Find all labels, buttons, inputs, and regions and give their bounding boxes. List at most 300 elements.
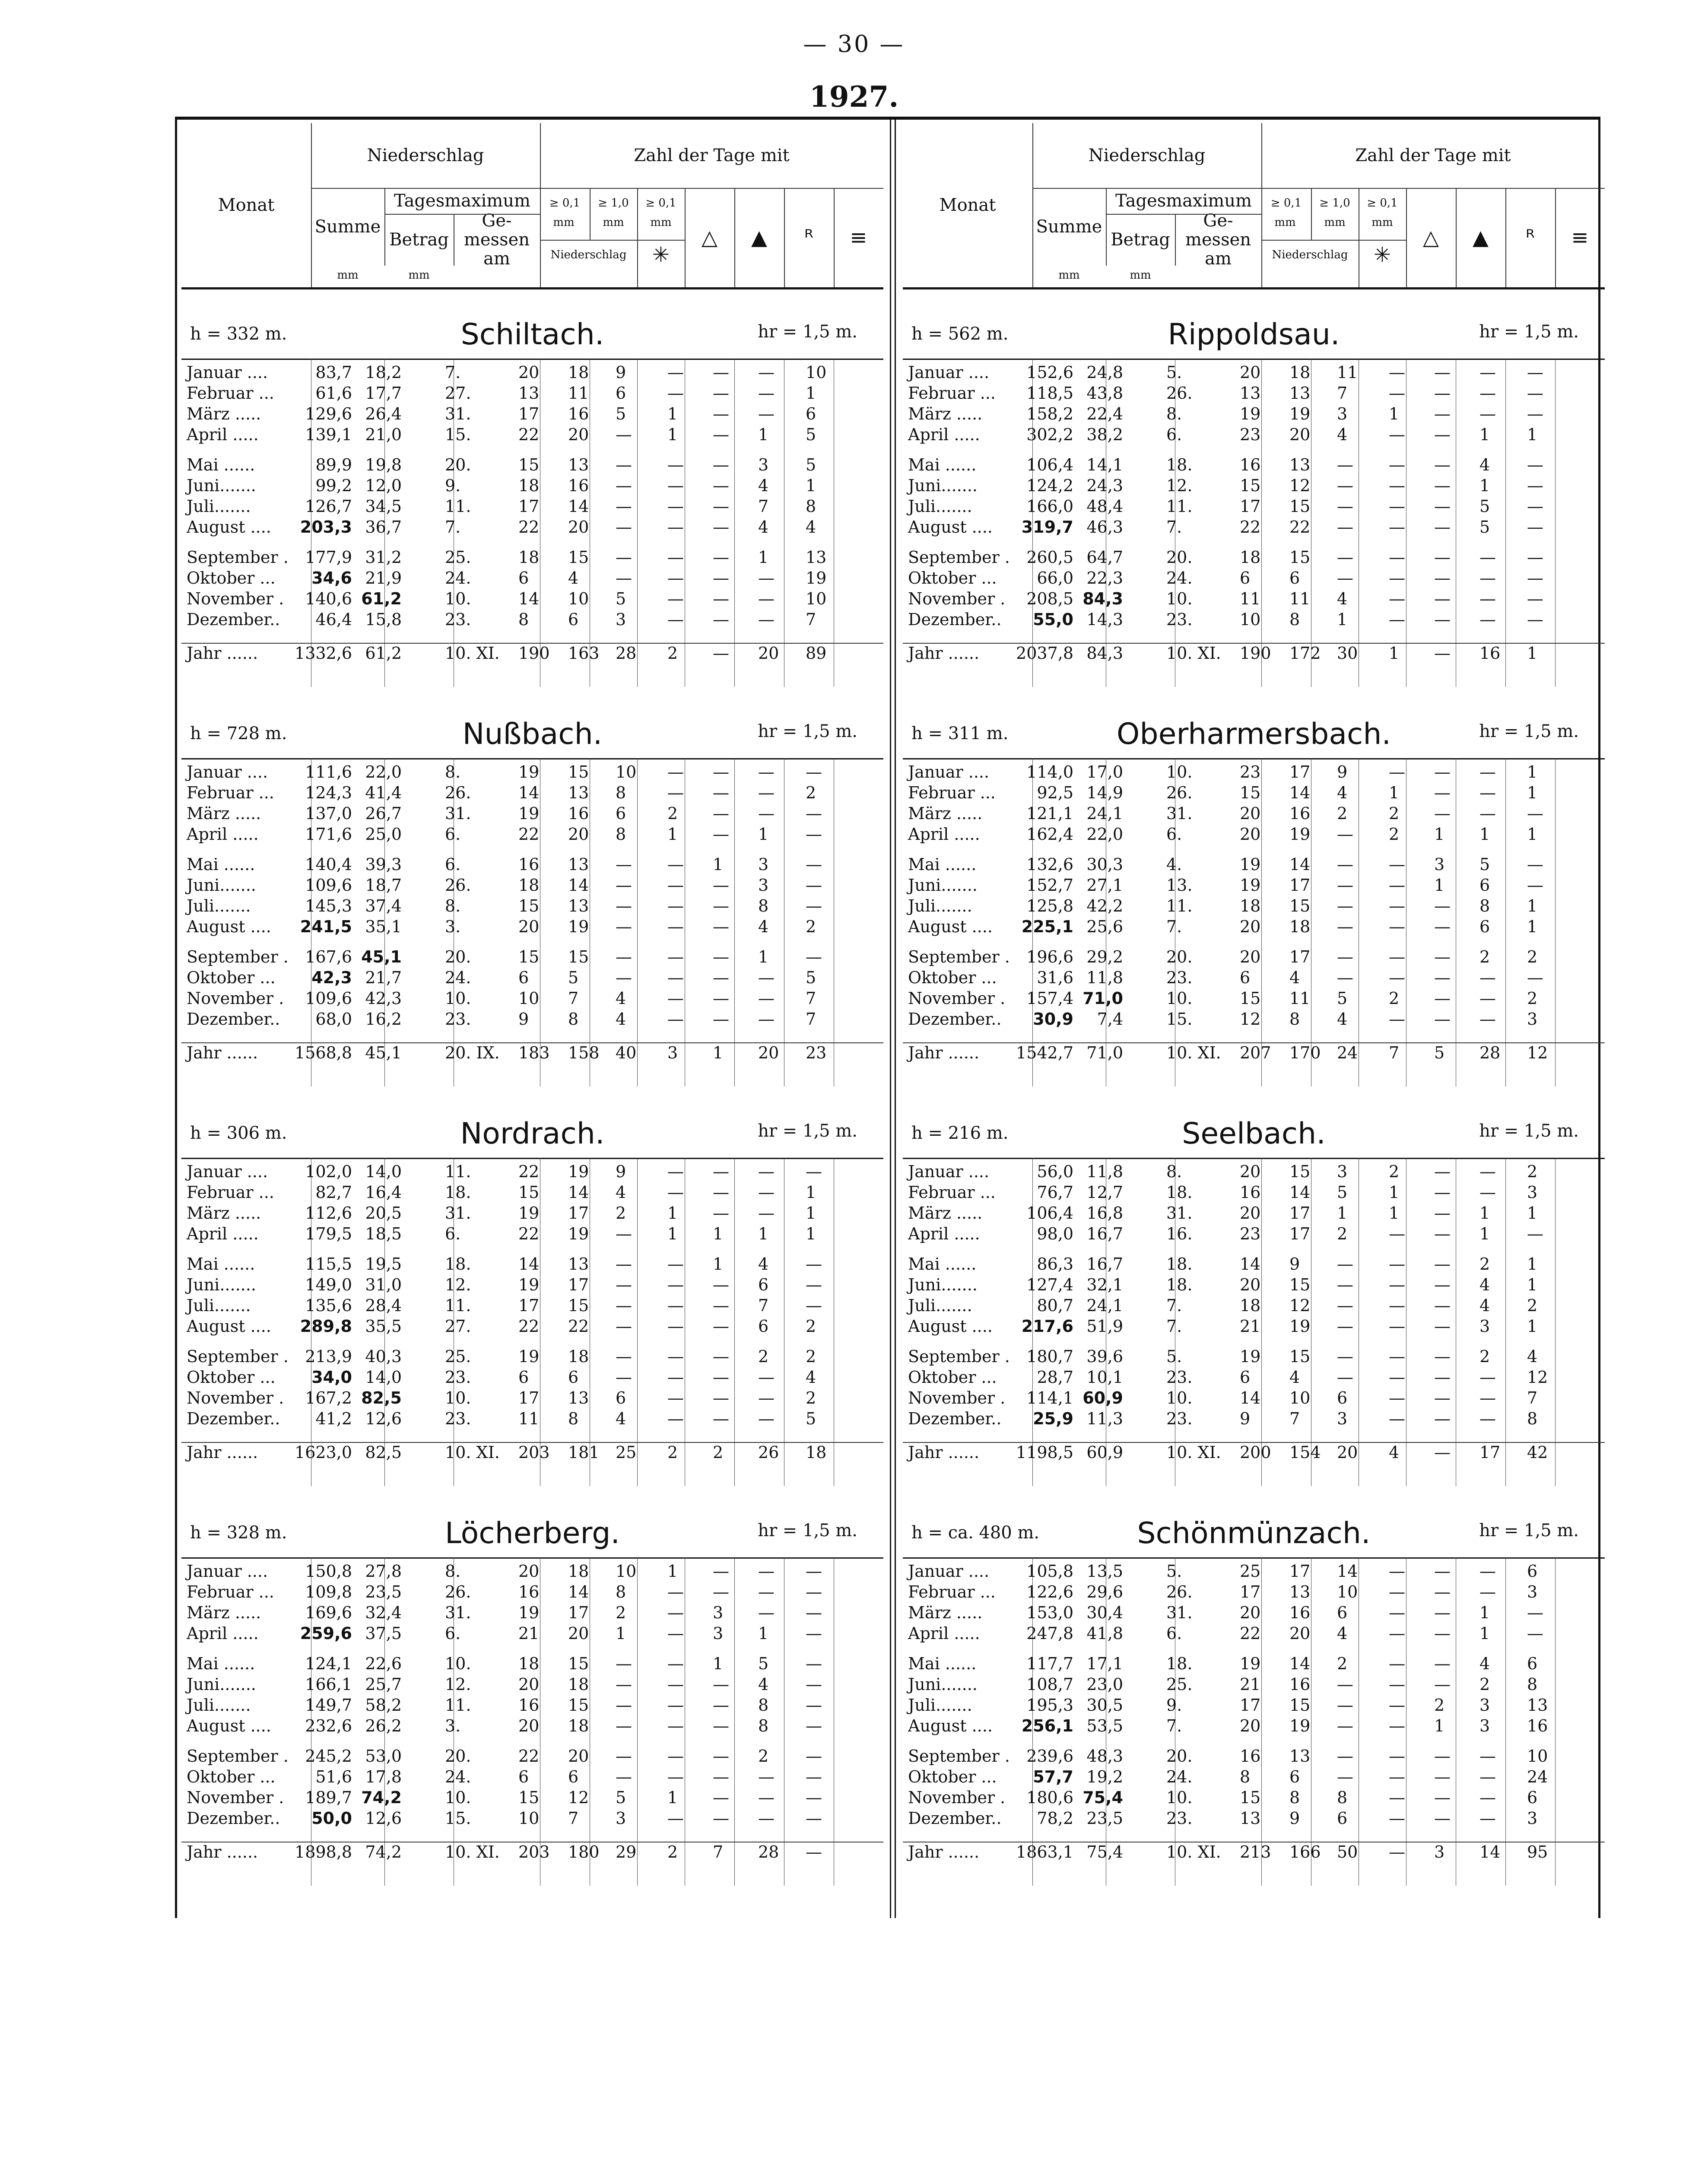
days-01-cell: 200 — [1240, 1443, 1271, 1462]
hail-cell: — — [1389, 548, 1405, 567]
hail-cell: — — [1389, 1388, 1405, 1407]
sum-cell: 99,2 — [315, 476, 352, 495]
fog-cell: 24 — [1527, 1767, 1548, 1786]
graupel-cell: — — [1434, 989, 1451, 1008]
table-row — [903, 548, 1605, 569]
graupel-cell: — — [1434, 1624, 1451, 1643]
graupel-cell: 3 — [1434, 855, 1445, 874]
month-cell: Oktober ... — [908, 1767, 997, 1786]
thunder-cell: — — [1479, 404, 1496, 423]
fog-cell: 3 — [1527, 1183, 1538, 1202]
graupel-cell: — — [713, 363, 729, 382]
days-01-cell: 6 — [1240, 569, 1251, 588]
graupel-cell: — — [713, 1562, 729, 1581]
hail-cell: — — [667, 1696, 684, 1715]
hail-cell: — — [667, 1767, 684, 1786]
sum-cell: 51,6 — [315, 1767, 352, 1786]
days-10-cell: 14 — [1289, 855, 1311, 874]
max-cell: 82,5 — [361, 1388, 402, 1407]
header-rule — [540, 240, 685, 241]
max-cell: 71,0 — [1083, 989, 1123, 1008]
fog-cell: — — [806, 1809, 822, 1828]
graupel-cell: — — [1434, 1347, 1451, 1366]
sum-cell: 31,6 — [1037, 968, 1073, 987]
days-01-cell: 15 — [1240, 989, 1261, 1008]
days-10-cell: 17 — [1289, 1224, 1311, 1243]
thunder-cell: — — [758, 1562, 775, 1581]
thunder-cell: 3 — [758, 455, 769, 474]
days-01-cell: 18 — [1240, 548, 1261, 567]
hail-cell: — — [1389, 455, 1405, 474]
date-cell: 6. — [1166, 425, 1182, 444]
header-rule — [1505, 188, 1506, 287]
header-rule — [1311, 188, 1312, 240]
days-snow-cell: — — [1337, 855, 1353, 874]
month-cell: September . — [908, 947, 1010, 966]
graupel-icon: ▲ — [1473, 225, 1489, 250]
fog-cell: 5 — [806, 425, 816, 444]
table-row — [903, 589, 1605, 610]
max-cell: 45,1 — [365, 1043, 402, 1062]
header-rule — [834, 188, 835, 287]
max-cell: 13,5 — [1086, 1562, 1123, 1581]
max-cell: 48,3 — [1086, 1747, 1123, 1766]
month-cell: Mai ...... — [187, 455, 255, 474]
thunder-cell: — — [1479, 1388, 1496, 1407]
fog-cell: 4 — [1527, 1347, 1538, 1366]
hail-icon: △ — [702, 225, 717, 250]
thunder-cell: — — [1479, 384, 1496, 403]
days-snow-cell: — — [1337, 968, 1353, 987]
days-10-cell: 8 — [568, 1010, 579, 1029]
table-row — [181, 1162, 883, 1183]
table-row — [181, 569, 883, 589]
table-row — [181, 610, 883, 631]
fog-cell: — — [806, 804, 822, 823]
date-cell: 24. — [1166, 569, 1193, 588]
sum-cell: 140,6 — [305, 589, 352, 608]
days-10-cell: 20 — [1289, 425, 1311, 444]
date-cell: 23. — [445, 610, 471, 629]
month-cell: September . — [187, 1347, 289, 1366]
table-row — [903, 896, 1605, 917]
table-row — [181, 363, 883, 384]
days-10-cell: 4 — [1289, 1368, 1300, 1387]
days-01-cell: 20 — [1240, 363, 1261, 382]
days-snow-cell: — — [1337, 1675, 1353, 1694]
year-total-row — [903, 1842, 1605, 1868]
table-row — [181, 1010, 883, 1030]
fog-cell: 10 — [806, 363, 827, 382]
graupel-cell: — — [713, 1696, 729, 1715]
max-cell: 48,4 — [1086, 497, 1123, 516]
graupel-cell: — — [713, 1296, 729, 1315]
thunder-cell: — — [1479, 1767, 1496, 1786]
table-row — [181, 1224, 883, 1245]
date-cell: 10. XI. — [445, 1443, 500, 1462]
fog-cell: 3 — [1527, 1809, 1538, 1828]
hail-cell: 1 — [1389, 1204, 1400, 1223]
max-cell: 17,7 — [365, 384, 402, 403]
days-01-cell: 22 — [518, 425, 540, 444]
fog-cell: 23 — [806, 1043, 827, 1062]
days-snow-cell: — — [616, 476, 632, 495]
header-niederschlag-small: Niederschlag — [550, 248, 627, 261]
graupel-cell: — — [713, 1716, 729, 1735]
days-snow-cell: 4 — [616, 989, 626, 1008]
days-10-cell: 154 — [1289, 1443, 1321, 1462]
thunder-cell: 4 — [758, 518, 769, 537]
days-10-cell: 15 — [568, 1296, 589, 1315]
station-elevation: h = 328 m. — [190, 1523, 287, 1543]
days-01-cell: 11 — [1240, 589, 1261, 608]
days-01-cell: 11 — [518, 1409, 540, 1428]
max-cell: 29,6 — [1086, 1582, 1123, 1601]
days-snow-cell: 9 — [616, 1162, 626, 1181]
sum-cell: 1863,1 — [1016, 1842, 1073, 1861]
days-snow-cell: — — [616, 1747, 632, 1766]
max-cell: 51,9 — [1086, 1317, 1123, 1336]
days-snow-cell: — — [616, 1224, 632, 1243]
date-cell: 26. — [445, 783, 471, 802]
days-10-cell: 6 — [1289, 1767, 1300, 1786]
table-row — [181, 476, 883, 497]
days-01-cell: 17 — [518, 1296, 540, 1315]
days-10-cell: 17 — [1289, 1204, 1311, 1223]
station-elevation: h = ca. 480 m. — [911, 1523, 1040, 1543]
column-divider — [890, 117, 896, 1918]
days-snow-cell: 5 — [616, 1788, 626, 1807]
month-cell: Juli....... — [187, 896, 251, 915]
sum-cell: 169,6 — [305, 1603, 352, 1622]
days-snow-cell: 30 — [1337, 644, 1358, 663]
days-10-cell: 14 — [568, 876, 589, 895]
thunder-cell: 5 — [1479, 497, 1490, 516]
thunder-cell: 4 — [758, 917, 769, 936]
days-10-cell: 19 — [1289, 1317, 1311, 1336]
graupel-cell: — — [1434, 1204, 1451, 1223]
station-gauge-height: hr = 1,5 m. — [1479, 1121, 1579, 1141]
fog-cell: 42 — [1527, 1443, 1548, 1462]
month-cell: Oktober ... — [187, 1767, 276, 1786]
sum-cell: 102,0 — [305, 1162, 352, 1181]
table-row — [181, 917, 883, 938]
days-10-cell: 17 — [568, 1275, 589, 1294]
days-snow-cell: 4 — [1337, 1010, 1348, 1029]
max-cell: 61,2 — [365, 644, 402, 663]
table-row — [903, 404, 1605, 425]
date-cell: 7. — [1166, 1317, 1182, 1336]
table-row — [181, 1388, 883, 1409]
fog-cell: 6 — [1527, 1654, 1538, 1673]
days-10-cell: 17 — [568, 1204, 589, 1223]
hail-cell: — — [1389, 363, 1405, 382]
days-10-cell: 13 — [1289, 1582, 1311, 1601]
thunder-cell: 1 — [1479, 425, 1490, 444]
hail-cell: — — [1389, 1788, 1405, 1807]
header-rule — [1106, 214, 1261, 215]
thunder-cell: 4 — [1479, 1654, 1490, 1673]
days-snow-cell: — — [616, 968, 632, 987]
sum-cell: 137,0 — [305, 804, 352, 823]
station-block — [903, 693, 1605, 1086]
thunder-cell: — — [1479, 548, 1496, 567]
max-cell: 14,3 — [1086, 610, 1123, 629]
days-01-cell: 6 — [518, 1767, 529, 1786]
days-01-cell: 207 — [1240, 1043, 1271, 1062]
sum-cell: 125,8 — [1026, 896, 1073, 915]
table-row — [903, 917, 1605, 938]
graupel-cell: — — [1434, 1275, 1451, 1294]
month-cell: August .... — [187, 518, 271, 537]
graupel-cell: — — [713, 1767, 729, 1786]
graupel-cell: — — [1434, 589, 1451, 608]
station-gauge-height: hr = 1,5 m. — [1479, 721, 1579, 741]
date-cell: 15. — [445, 1809, 471, 1828]
max-cell: 39,6 — [1086, 1347, 1123, 1366]
days-01-cell: 12 — [1240, 1010, 1261, 1029]
table-row — [181, 518, 883, 538]
date-cell: 26. — [1166, 1582, 1193, 1601]
graupel-cell: — — [1434, 896, 1451, 915]
sum-cell: 208,5 — [1026, 589, 1073, 608]
hail-cell: — — [1389, 896, 1405, 915]
days-snow-cell: 8 — [1337, 1788, 1348, 1807]
days-snow-cell: 3 — [616, 1809, 626, 1828]
days-10-cell: 20 — [568, 518, 589, 537]
fog-cell: 1 — [1527, 783, 1538, 802]
days-01-cell: 22 — [518, 1317, 540, 1336]
table-row — [181, 1368, 883, 1388]
station-gauge-height: hr = 1,5 m. — [758, 1521, 857, 1541]
days-01-cell: 15 — [518, 1788, 540, 1807]
thunder-cell: — — [1479, 610, 1496, 629]
table-row — [181, 947, 883, 968]
date-cell: 27. — [445, 1317, 471, 1336]
date-cell: 10. XI. — [445, 644, 500, 663]
fog-cell: 3 — [1527, 1582, 1538, 1601]
graupel-icon: ▲ — [751, 225, 767, 250]
table-row — [181, 762, 883, 783]
date-cell: 31. — [1166, 1603, 1193, 1622]
sum-cell: 68,0 — [315, 1010, 352, 1029]
max-cell: 60,9 — [1083, 1388, 1123, 1407]
days-snow-cell: — — [1337, 1296, 1353, 1315]
month-cell: Januar .... — [908, 762, 990, 781]
month-cell: August .... — [908, 1716, 993, 1735]
header-summe: Summe — [314, 217, 381, 237]
month-cell: Juni....... — [908, 1675, 978, 1694]
sum-cell: 245,2 — [305, 1747, 352, 1766]
graupel-cell: — — [713, 455, 729, 474]
thunder-cell: 1 — [1479, 1603, 1490, 1622]
header-unit-mm: mm — [1130, 269, 1151, 282]
month-cell: Januar .... — [187, 363, 268, 382]
graupel-cell: — — [1434, 425, 1451, 444]
header-zahl-der-tage: Zahl der Tage mit — [1355, 146, 1511, 165]
table-row — [903, 1296, 1605, 1317]
hail-cell: — — [667, 968, 684, 987]
date-cell: 10. XI. — [445, 1842, 500, 1861]
station-rows — [181, 762, 883, 1068]
graupel-cell: 1 — [1434, 876, 1445, 895]
fog-cell: — — [806, 1582, 822, 1601]
days-01-cell: 20 — [1240, 1204, 1261, 1223]
days-snow-cell: 8 — [616, 783, 626, 802]
month-cell: Januar .... — [187, 1562, 268, 1581]
fog-cell: — — [1527, 589, 1543, 608]
graupel-cell: — — [713, 1183, 729, 1202]
sum-cell: 66,0 — [1037, 569, 1073, 588]
hail-cell: 2 — [1389, 804, 1400, 823]
date-cell: 11. — [445, 497, 471, 516]
date-cell: 10. XI. — [1166, 1842, 1221, 1861]
days-snow-cell: — — [616, 1675, 632, 1694]
days-snow-cell: — — [1337, 1255, 1353, 1274]
sum-cell: 166,0 — [1026, 497, 1073, 516]
max-cell: 21,9 — [365, 569, 402, 588]
graupel-cell: — — [713, 1317, 729, 1336]
fog-cell: 12 — [1527, 1368, 1548, 1387]
max-cell: 53,0 — [365, 1747, 402, 1766]
days-10-cell: 13 — [568, 855, 589, 874]
sum-cell: 225,1 — [1021, 917, 1073, 936]
station-header — [181, 1093, 883, 1159]
month-cell: Jahr ...... — [187, 1842, 258, 1861]
max-cell: 38,2 — [1086, 425, 1123, 444]
days-01-cell: 190 — [1240, 644, 1271, 663]
days-01-cell: 23 — [1240, 425, 1261, 444]
sum-cell: 124,1 — [305, 1654, 352, 1673]
hail-cell: 2 — [1389, 1162, 1400, 1181]
max-cell: 7,4 — [1097, 1010, 1123, 1029]
sum-cell: 118,5 — [1026, 384, 1073, 403]
date-cell: 20. — [445, 1747, 471, 1766]
max-cell: 19,5 — [365, 1255, 402, 1274]
days-10-cell: 13 — [1289, 384, 1311, 403]
graupel-cell: — — [713, 425, 729, 444]
date-cell: 11. — [1166, 497, 1193, 516]
days-10-cell: 18 — [1289, 363, 1311, 382]
days-10-cell: 19 — [1289, 404, 1311, 423]
table-row — [181, 1409, 883, 1430]
days-10-cell: 180 — [568, 1842, 600, 1861]
header-niederschlag-small: Niederschlag — [1272, 248, 1348, 261]
days-01-cell: 16 — [518, 855, 540, 874]
hail-cell: — — [1389, 425, 1405, 444]
fog-cell: 2 — [1527, 989, 1538, 1008]
date-cell: 9. — [1166, 1696, 1182, 1715]
month-cell: Januar .... — [187, 1162, 268, 1181]
table-row — [903, 1010, 1605, 1030]
sum-cell: 78,2 — [1037, 1809, 1073, 1828]
table-row — [181, 968, 883, 989]
month-cell: Februar ... — [187, 1183, 274, 1202]
days-snow-cell: — — [616, 855, 632, 874]
max-cell: 45,1 — [361, 947, 402, 966]
days-01-cell: 17 — [1240, 497, 1261, 516]
header-rule — [384, 188, 385, 266]
month-cell: August .... — [908, 518, 993, 537]
days-01-cell: 20 — [518, 1675, 540, 1694]
max-cell: 18,5 — [365, 1224, 402, 1243]
days-snow-cell: 4 — [1337, 425, 1348, 444]
days-snow-cell: 11 — [1337, 363, 1358, 382]
max-cell: 22,4 — [1086, 404, 1123, 423]
max-cell: 20,5 — [365, 1204, 402, 1223]
month-cell: Jahr ...... — [187, 1043, 258, 1062]
month-cell: September . — [187, 947, 289, 966]
thunder-cell: 3 — [758, 855, 769, 874]
fog-cell: 95 — [1527, 1842, 1548, 1861]
snow-icon: ✳ — [1373, 242, 1391, 267]
hail-cell: — — [667, 518, 684, 537]
days-snow-cell: 6 — [616, 804, 626, 823]
days-10-cell: 20 — [568, 425, 589, 444]
date-cell: 31. — [445, 804, 471, 823]
days-snow-cell: — — [616, 1696, 632, 1715]
header-tagesmaximum: Tagesmaximum — [1115, 191, 1252, 211]
hail-cell: — — [667, 762, 684, 781]
month-cell: Jahr ...... — [908, 1043, 980, 1062]
year-total-row — [903, 1042, 1605, 1068]
date-cell: 24. — [445, 968, 471, 987]
days-10-cell: 14 — [568, 497, 589, 516]
table-row — [903, 825, 1605, 845]
days-snow-cell: — — [616, 425, 632, 444]
fog-cell: 12 — [1527, 1043, 1548, 1062]
sum-cell: 167,6 — [305, 947, 352, 966]
table-row — [903, 1809, 1605, 1830]
thunder-cell: — — [1479, 968, 1496, 987]
page-number: — 30 — — [803, 30, 905, 57]
date-cell: 24. — [1166, 1767, 1193, 1786]
table-row — [181, 1562, 883, 1582]
month-cell: August .... — [187, 1317, 271, 1336]
month-cell: April ..... — [187, 1624, 259, 1643]
month-cell: September . — [908, 548, 1010, 567]
days-10-cell: 16 — [568, 476, 589, 495]
fog-cell: — — [1527, 804, 1543, 823]
date-cell: 5. — [1166, 363, 1182, 382]
thunder-cell: — — [1479, 1809, 1496, 1828]
hail-cell: — — [1389, 1654, 1405, 1673]
thunder-cell: 8 — [758, 896, 769, 915]
month-cell: Mai ...... — [908, 455, 977, 474]
thunder-cell: — — [758, 783, 775, 802]
header-ge-01: ≥ 0,1 — [549, 196, 581, 210]
fog-cell: — — [1527, 855, 1543, 874]
thunder-cell: — — [758, 589, 775, 608]
hail-cell: — — [667, 1368, 684, 1387]
days-snow-cell: 20 — [1337, 1443, 1358, 1462]
days-10-cell: 18 — [568, 363, 589, 382]
days-01-cell: 18 — [518, 1654, 540, 1673]
fog-cell: 5 — [806, 455, 816, 474]
table-row — [181, 425, 883, 446]
date-cell: 6. — [445, 825, 461, 844]
sum-cell: 149,7 — [305, 1696, 352, 1715]
table-row — [181, 404, 883, 425]
hail-cell: — — [667, 917, 684, 936]
fog-cell: 1 — [1527, 1275, 1538, 1294]
month-cell: Februar ... — [187, 384, 274, 403]
thunder-cell: — — [758, 1582, 775, 1601]
month-cell: November . — [908, 989, 1006, 1008]
hail-cell: — — [667, 548, 684, 567]
max-cell: 46,3 — [1086, 518, 1123, 537]
sum-cell: 180,6 — [1026, 1788, 1073, 1807]
